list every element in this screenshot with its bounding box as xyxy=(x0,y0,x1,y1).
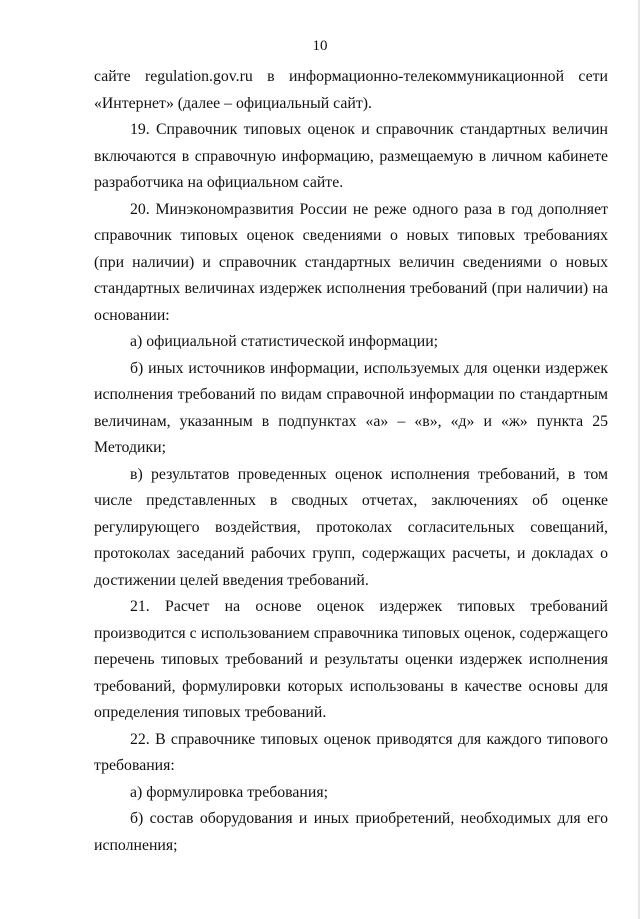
paragraph-item-21: 21. Расчет на основе оценок издержек типовых требований производится с использованием справочника типовых оценок, содержащего перечень типовых требований и результаты оценки издержек исполнения требований, формулировки которых использованы в качестве основы для определения типовых требований. xyxy=(94,598,608,721)
paragraph-item-19: 19. Справочник типовых оценок и справочник стандартных величин включаются в справочную информацию, размещаемую в личном кабинете разработчика на официальном сайте. xyxy=(94,121,608,191)
paragraph-item-20-b: б) иных источников информации, используемых для оценки издержек исполнения требований по видам справочной информации по стандартным величинам, указанным в подпунктах «а» – «в», «д» и «ж» пункта 25 Методики; xyxy=(94,359,608,456)
paragraph-item-20-a: а) официальной статистической информации; xyxy=(130,333,439,350)
paragraph-item-22: 22. В справочнике типовых оценок приводятся для каждого типового требования: xyxy=(94,730,608,774)
page-number: 10 xyxy=(312,38,328,54)
paragraph-item-20-c: в) результатов проведенных оценок исполнения требований, в том числе представленных в сводных отчетах, заключениях об оценке регулирующего воздействия, протоколах согласительных совещаний, протоколах заседаний рабочих групп, содержащих расчеты, и докладах о достижении целей введения требований. xyxy=(94,465,608,589)
paragraph-continuation-line-2: «Интернет» (далее – официальный сайт). xyxy=(94,94,372,112)
paragraph-item-20: 20. Минэкономразвития России не реже одного раза в год дополняет справочник типовых оценок сведениями о новых типовых требованиях (при наличии) и справочник стандартных величин сведениями о новых стандартных величинах издержек исполнения требований (при наличии) на основании: xyxy=(94,200,608,324)
paragraph-item-22-b: б) состав оборудования и иных приобретений, необходимых для его исполнения; xyxy=(94,810,608,854)
paragraph-item-22-a: а) формулировка требования; xyxy=(130,783,328,801)
paragraph-continuation-line-1: сайте regulation.gov.ru в информационно-телекоммуникационной сети xyxy=(94,68,608,85)
document-body xyxy=(94,64,608,859)
